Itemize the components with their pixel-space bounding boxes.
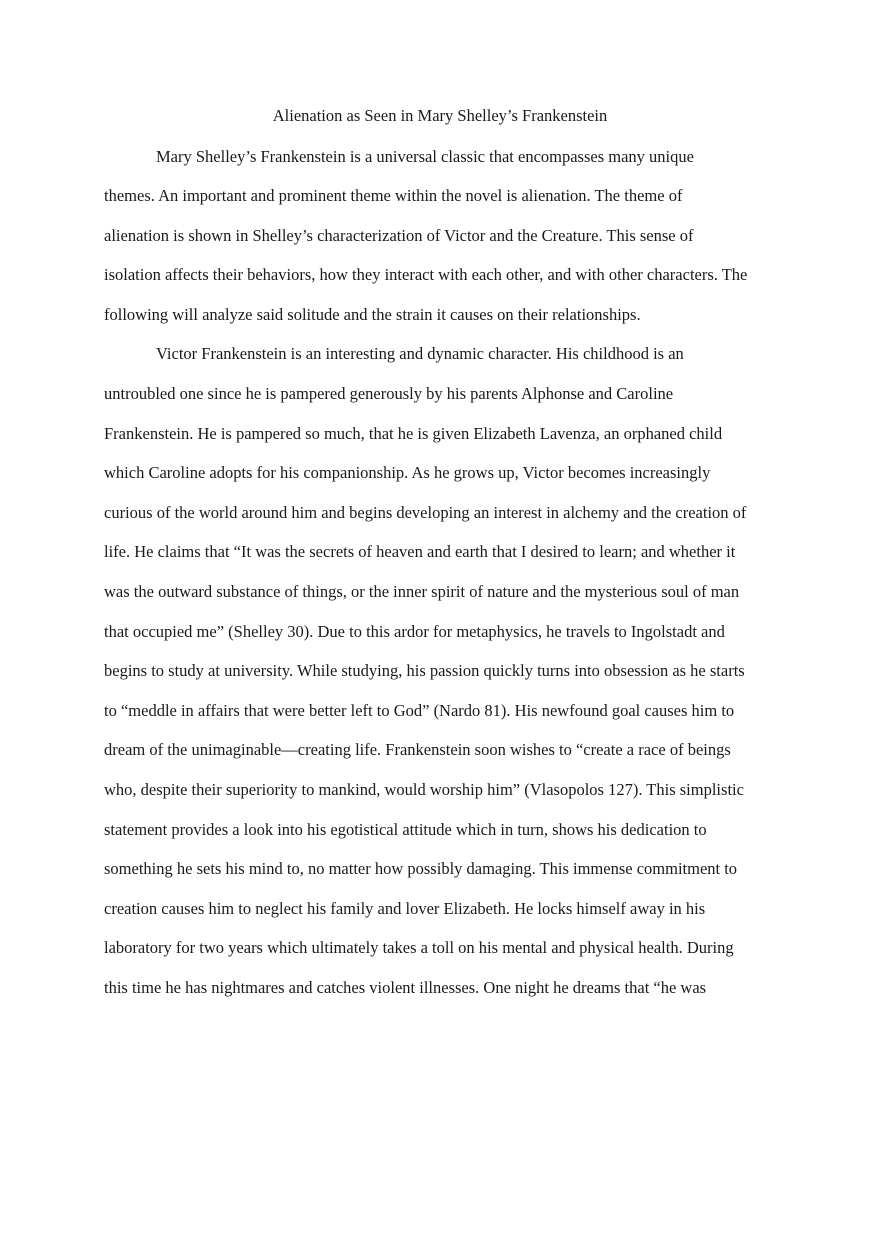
paragraph-2-line-17: this time he has nightmares and catches violent illnesses. One night he dreams that “he was [104,978,707,997]
paragraph-2-line-12: who, despite their superiority to mankind, would worship him” (Vlasopolos 127). This simplistic [104,780,744,799]
paragraph-2-line-5: curious of the world around him and begins developing an interest in alchemy and the creation of [104,503,747,522]
paragraph-2-line-11: dream of the unimaginable—creating life. Frankenstein soon wishes to “create a race of beings [104,740,731,759]
paragraph-2-line-8: that occupied me” (Shelley 30). Due to this ardor for metaphysics, he travels to Ingolstadt and [104,622,725,641]
paragraph-2-line-7: was the outward substance of things, or the inner spirit of nature and the mysterious soul of man [104,582,740,601]
paragraph-2-line-3: Frankenstein. He is pampered so much, that he is given Elizabeth Lavenza, an orphaned child [104,424,723,443]
paragraph-2-line-2: untroubled one since he is pampered generously by his parents Alphonse and Caroline [104,384,674,403]
paragraph-1-line-4: isolation affects their behaviors, how they interact with each other, and with other characters. The [104,265,748,284]
paragraph-2-line-1: Victor Frankenstein is an interesting and dynamic character. His childhood is an [156,344,684,363]
paragraph-2-line-14: something he sets his mind to, no matter how possibly damaging. This immense commitment to [104,859,738,878]
paragraph-2-line-15: creation causes him to neglect his family and lover Elizabeth. He locks himself away in his [104,899,706,918]
paragraph-1-line-3: alienation is shown in Shelley’s characterization of Victor and the Creature. This sense of [104,226,694,245]
document-title: Alienation as Seen in Mary Shelley’s Frankenstein [272,106,608,125]
paragraph-2-line-9: begins to study at university. While studying, his passion quickly turns into obsession as he starts [104,661,745,680]
paragraph-1-line-2: themes. An important and prominent theme within the novel is alienation. The theme of [104,186,683,205]
paragraph-2-line-13: statement provides a look into his egotistical attitude which in turn, shows his dedication to [104,820,707,839]
paragraph-2-line-6: life. He claims that “It was the secrets of heaven and earth that I desired to learn; and whether it [104,542,736,561]
paragraph-1-line-5: following will analyze said solitude and the strain it causes on their relationships. [104,305,641,324]
paragraph-2-line-4: which Caroline adopts for his companionship. As he grows up, Victor becomes increasingly [104,463,711,482]
paragraph-2-line-10: to “meddle in affairs that were better left to God” (Nardo 81). His newfound goal causes him to [104,701,735,720]
paragraph-1-line-1: Mary Shelley’s Frankenstein is a universal classic that encompasses many unique [156,147,694,166]
paragraph-2-line-16: laboratory for two years which ultimately takes a toll on his mental and physical health. During [104,938,734,957]
